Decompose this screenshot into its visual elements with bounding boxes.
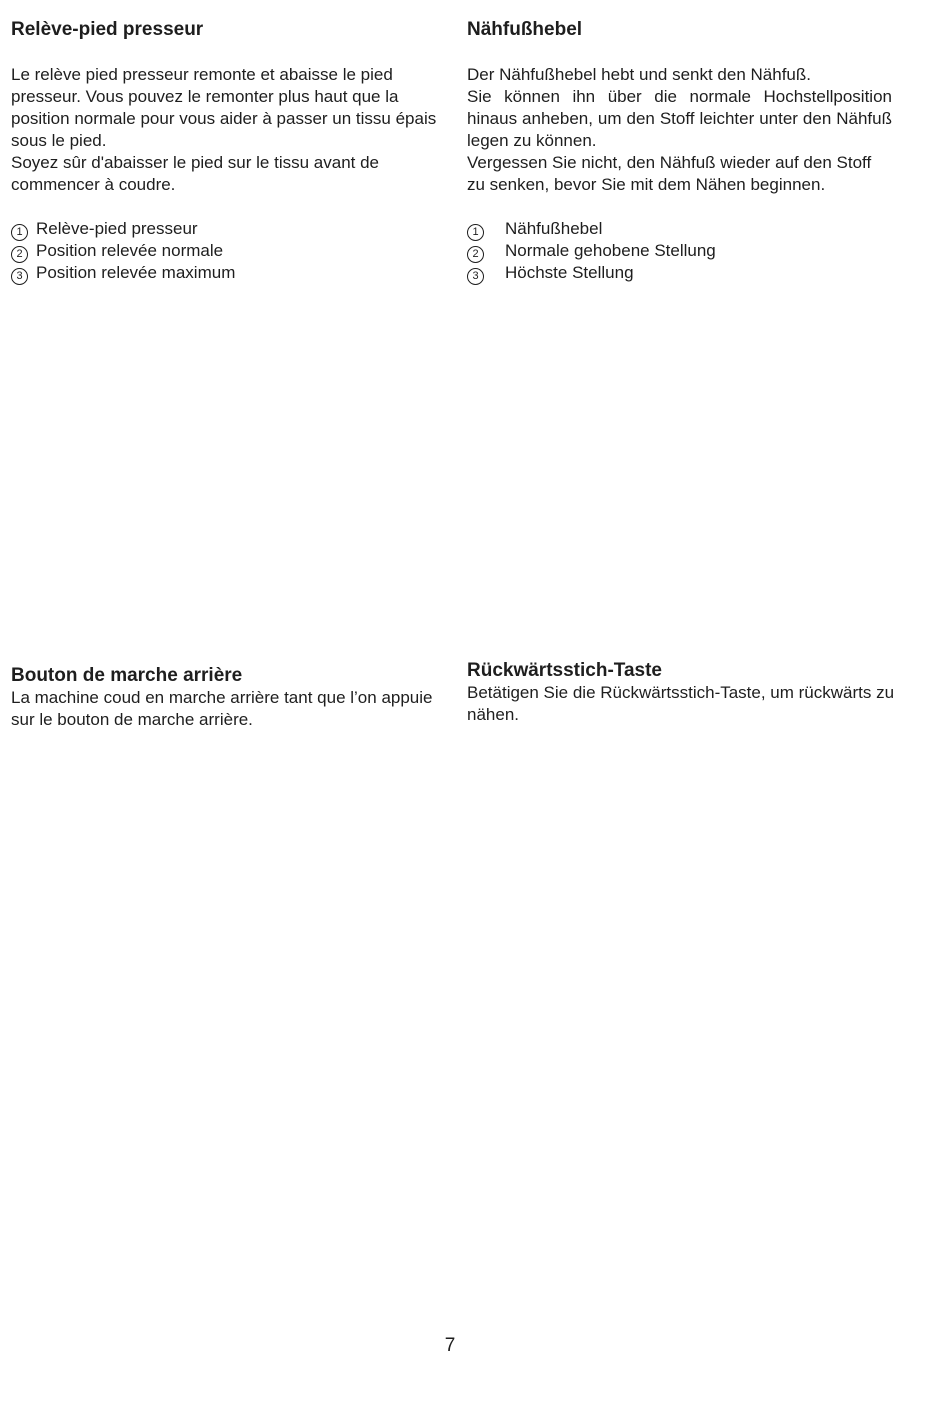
paragraph: Sie können ihn über die normale Hochstellposition hinaus anheben, um den Stoff leichter unter den Nähfuß legen zu können. [467,87,892,150]
section-title: Bouton de marche arrière [11,665,243,686]
list-item-label: Nähfußhebel [505,219,603,238]
list-item-label: Position relevée maximum [36,263,236,282]
section-title: Nähfußhebel [467,19,583,40]
section-title: Relève-pied presseur [11,19,204,40]
paragraph: Betätigen Sie die Rückwärtsstich-Taste, um rückwärts zu nähen. [467,683,895,724]
parts-list [11,218,446,284]
section-reverse-fr [11,665,446,731]
list-item [467,240,892,262]
section-presser-foot-de [467,19,892,284]
paragraph: Soyez sûr d'abaisser le pied sur le tissu avant de commencer à coudre. [11,153,379,194]
list-item [11,262,446,284]
list-item [11,240,446,262]
circled-number: 2 [11,246,28,263]
list-item [467,218,892,240]
parts-list [467,218,892,284]
list-item-label: Höchste Stellung [505,263,634,282]
circled-number: 1 [467,224,484,241]
list-item-label: Position relevée normale [36,241,224,260]
circled-number: 1 [11,224,28,241]
paragraph: Le relève pied presseur remonte et abaisse le pied presseur. Vous pouvez le remonter plus haut que la position normale pour vous aider à passer un tissu épais sous le pied. [11,65,437,150]
circled-number: 3 [11,268,28,285]
page-number: 7 [444,1335,456,1356]
section-reverse-de [467,660,897,726]
list-item-label: Relève-pied presseur [36,219,198,238]
paragraph: Der Nähfußhebel hebt und senkt den Nähfuß. [467,65,811,84]
circled-number: 2 [467,246,484,263]
list-item-label: Normale gehobene Stellung [505,241,716,260]
section-title: Rückwärtsstich-Taste [467,660,662,681]
paragraph: La machine coud en marche arrière tant que l’on appuie sur le bouton de marche arrière. [11,688,433,729]
list-item [11,218,446,240]
paragraph: Vergessen Sie nicht, den Nähfuß wieder auf den Stoff zu senken, bevor Sie mit dem Nähen beginnen. [467,153,872,194]
circled-number: 3 [467,268,484,285]
list-item [467,262,892,284]
section-presser-foot-fr [11,19,446,284]
